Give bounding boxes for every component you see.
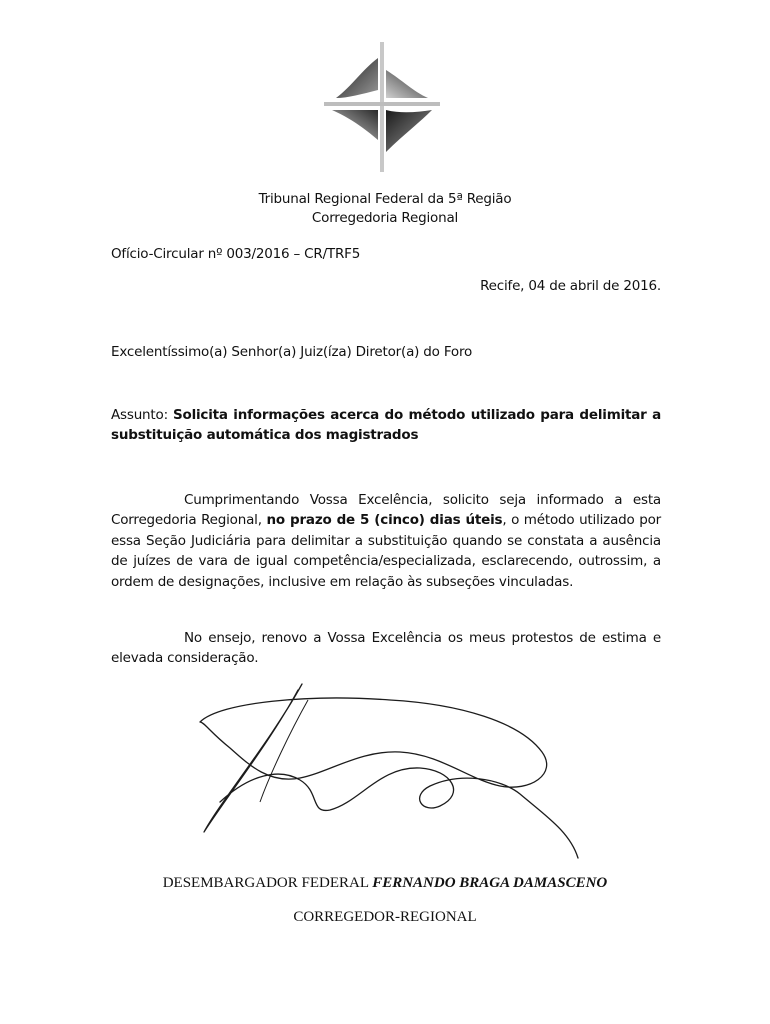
- body-p1-after: , o método utilizado por essa Seção Judiciária para delimitar a substituição quando se constata a ausência de juízes de vara de igual competência/especializada, esclarecendo, outrossim, a ordem de designações, inclusive em relação às subseções vinculadas.: [111, 512, 661, 590]
- body-p1-before: Cumprimentando Vossa Excelência, solicito seja informado a esta Corregedoria Regional,: [111, 492, 661, 529]
- subject-label: Assunto:: [111, 407, 173, 423]
- body-paragraph-1: [111, 490, 661, 592]
- signatory-role: CORREGEDOR-REGIONAL: [293, 909, 477, 925]
- signatory-name: FERNANDO BRAGA DAMASCENO: [372, 875, 608, 891]
- deadline-text: no prazo de 5 (cinco) dias úteis: [266, 512, 503, 529]
- addressee: Excelentíssimo(a) Senhor(a) Juiz(íza) Diretor(a) do Foro: [111, 344, 473, 360]
- body-paragraph-2: No ensejo, renovo a Vossa Excelência os meus protestos de estima e elevada consideração.: [111, 630, 661, 667]
- subject-text: Solicita informações acerca do método utilizado para delimitar a substituição automática dos magistrados: [111, 407, 661, 444]
- handwritten-signature: [190, 682, 590, 860]
- signatory-line: [0, 875, 770, 892]
- signatory-title: DESEMBARGADOR FEDERAL: [162, 875, 373, 891]
- institution-logo: [322, 40, 442, 175]
- subject: [111, 405, 661, 446]
- date-line: Recife, 04 de abril de 2016.: [480, 278, 661, 294]
- institution-name: Tribunal Regional Federal da 5ª Região: [258, 191, 512, 207]
- document-reference: Ofício-Circular nº 003/2016 – CR/TRF5: [111, 246, 361, 262]
- department-name: Corregedoria Regional: [311, 210, 459, 226]
